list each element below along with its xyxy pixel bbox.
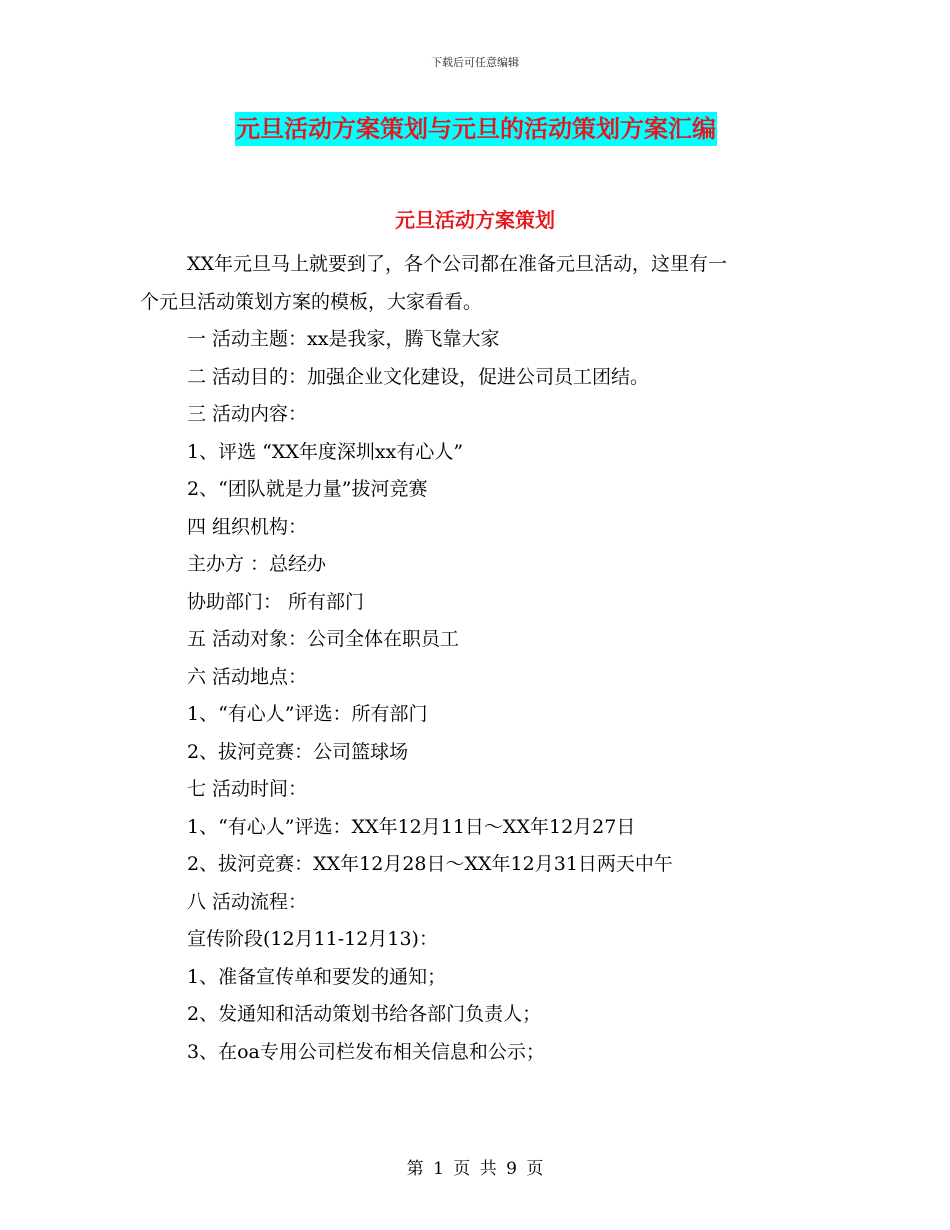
body-line: 2、拔河竞赛：XX年12月28日～XX年12月31日两天中午 [187,853,673,875]
body-line: 1、评选 “XX年度深圳xx有心人” [187,440,464,463]
document-title: 元旦活动方案策划与元旦的活动策划方案汇编 [235,112,717,146]
body-line: 2、发通知和活动策划书给各部门负责人； [187,1003,542,1025]
body-line: 五 活动对象：公司全体在职员工 [187,628,460,650]
body-line: 宣传阶段(12月11-12月13)： [187,928,438,950]
body-line: 三 活动内容： [187,403,308,425]
body-line: 六 活动地点： [187,665,308,688]
intro-line-1: XX年元旦马上就要到了，各个公司都在准备元旦活动，这里有一 [187,253,728,275]
body-line: 协助部门： 所有部门 [187,590,365,613]
body-line: 八 活动流程： [187,890,308,913]
body-line: 3、在oa专用公司栏发布相关信息和公示； [187,1040,545,1063]
intro-line-2: 个元旦活动策划方案的模板，大家看看。 [140,290,483,313]
page-number-footer: 第 1 页 共 9 页 [406,1159,544,1179]
body-line: 一 活动主题：xx是我家，腾飞靠大家 [187,328,500,350]
body-line: 二 活动目的：加强企业文化建设，促进公司员工团结。 [187,365,650,388]
body-line: 1、“有心人”评选：所有部门 [187,703,428,725]
body-line: 七 活动时间： [187,778,308,800]
body-line: 1、“有心人”评选：XX年12月11日～XX年12月27日 [187,815,636,838]
page-header-note: 下载后可任意编辑 [431,56,519,69]
document-body [140,246,820,1071]
body-line: 1、准备宣传单和要发的通知； [187,965,447,988]
body-line: 主办方 ：总经办 [187,553,327,575]
body-line: 2、“团队就是力量”拔河竞赛 [187,478,428,500]
section-title: 元旦活动方案策划 [395,208,555,232]
body-line: 2、拔河竞赛：公司篮球场 [187,740,409,763]
body-line: 四 组织机构： [187,515,308,538]
